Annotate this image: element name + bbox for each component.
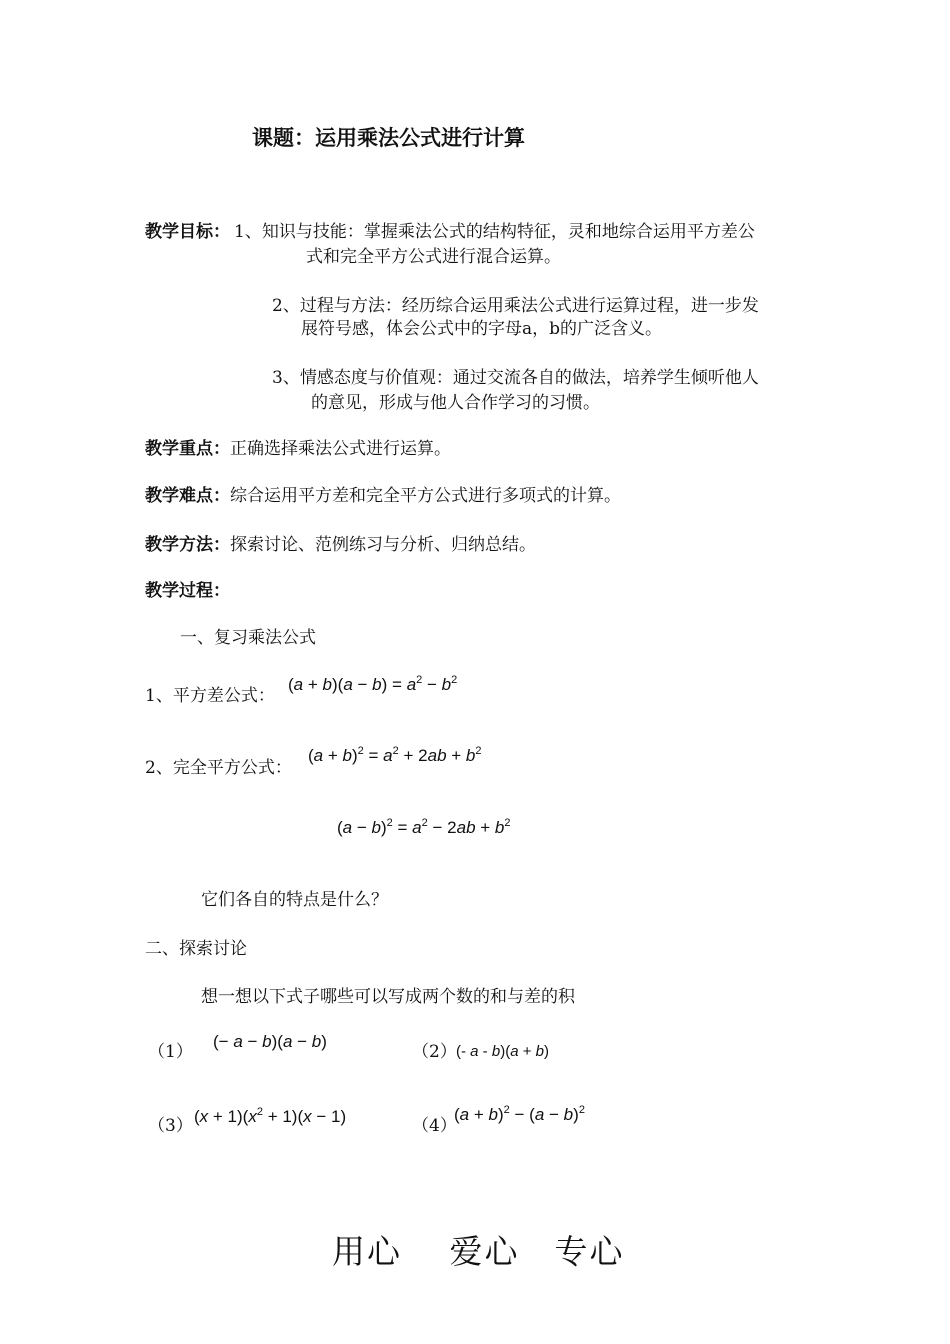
exercise-4-expression: $(a + b)^2 - (a - b)^2$ [454, 1104, 585, 1124]
footer-motto: 用心 爱心 专心 [332, 1232, 625, 1271]
exercise-3-label: （3） [148, 1116, 193, 1136]
formula-square-of-difference: $(a - b)^2 = a^2 - 2ab + b^2$ [337, 817, 511, 837]
key-point-label: 教学重点： [145, 439, 230, 459]
formula-2-label: 2、完全平方公式： [145, 758, 292, 778]
key-point-text: 正确选择乘法公式进行运算。 [230, 439, 451, 459]
objective-2-line-2: 展符号感，体会公式中的字母a，b的广泛含义。 [301, 319, 663, 339]
objectives-label: 教学目标： [145, 222, 230, 242]
page-title: 课题：运用乘法公式进行计算 [252, 126, 525, 150]
section-2-heading: 二、探索讨论 [145, 939, 247, 959]
objective-2-line-1: 2、过程与方法：经历综合运用乘法公式进行运算过程，进一步发 [272, 296, 759, 316]
exercise-2-label: （2） [412, 1042, 457, 1062]
objective-1-line-2: 式和完全平方公式进行混合运算。 [306, 247, 561, 267]
section-2-prompt: 想一想以下式子哪些可以写成两个数的和与差的积 [201, 987, 575, 1007]
section-1-heading: 一、复习乘法公式 [180, 628, 316, 648]
formula-square-of-sum: $(a + b)^2 = a^2 + 2ab + b^2$ [308, 745, 482, 765]
difficulty-text: 综合运用平方差和完全平方公式进行多项式的计算。 [230, 486, 621, 506]
process-label: 教学过程： [145, 581, 230, 601]
difficulty-label: 教学难点： [145, 486, 230, 506]
objective-3-line-1: 3、情感态度与价值观：通过交流各自的做法，培养学生倾听他人 [272, 368, 759, 388]
exercise-1-expression: (− a − b)(a − b) [213, 1032, 327, 1051]
formula-difference-of-squares: $(a + b)(a - b) = a^2 - b^2$ [288, 674, 458, 694]
formula-1-label: 1、平方差公式： [145, 686, 275, 706]
exercise-2-expression: (- a - b)(a + b) [456, 1043, 549, 1060]
exercise-3-expression: $(x + 1)(x^2 + 1)(x - 1)$ [194, 1106, 347, 1126]
method-label: 教学方法： [145, 535, 230, 555]
exercise-4-label: （4） [412, 1116, 457, 1136]
section-1-question: 它们各自的特点是什么？ [201, 890, 388, 910]
key-point-row [145, 437, 451, 461]
objective-3-line-2: 的意见，形成与他人合作学习的习惯。 [311, 393, 600, 413]
method-row [145, 533, 536, 557]
difficulty-row [145, 484, 621, 508]
objective-1-line-1: 1、知识与技能：掌握乘法公式的结构特征，灵和地综合运用平方差公 [234, 222, 755, 242]
method-text: 探索讨论、范例练习与分析、归纳总结。 [230, 535, 536, 555]
exercise-1-label: （1） [148, 1042, 193, 1062]
